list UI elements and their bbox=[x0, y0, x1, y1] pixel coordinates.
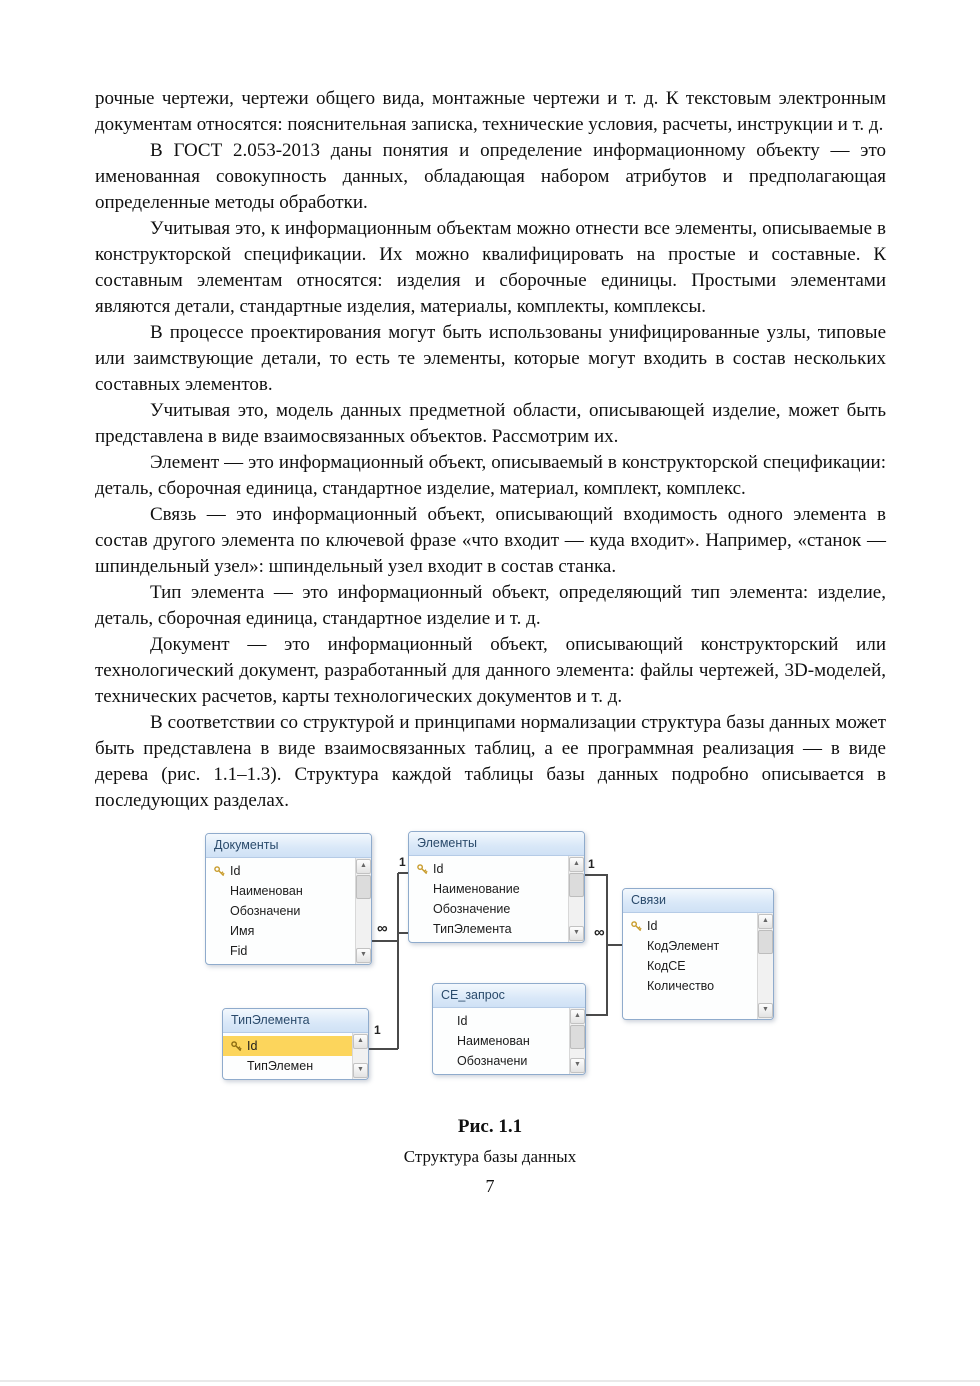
connector-line bbox=[370, 940, 398, 942]
figure-database-diagram bbox=[0, 828, 980, 1100]
cardinality-one-label: 1 bbox=[399, 855, 406, 869]
field-name: Обозначени bbox=[230, 904, 301, 918]
paragraph: рочные чертежи, чертежи общего вида, монтажные чертежи и т. д. К текстовым электронным документам относятся: пояснительная записка, технические условия, расчеты, инструкции и т. д. bbox=[95, 88, 886, 135]
connector-line bbox=[397, 873, 399, 1049]
field-name: Наименован bbox=[230, 884, 303, 898]
page-number: 7 bbox=[485, 1176, 495, 1196]
scrollbar[interactable] bbox=[568, 856, 584, 942]
scrollbar-thumb[interactable] bbox=[569, 873, 584, 897]
field-row bbox=[630, 936, 755, 956]
table-title: Элементы bbox=[409, 832, 584, 856]
field-row bbox=[416, 859, 566, 879]
cardinality-many-label: ∞ bbox=[594, 924, 605, 941]
paragraph: Учитывая это, модель данных предметной области, описывающей изделие, может быть представлена в виде взаимосвязанных объектов. Рассмотрим их. bbox=[95, 400, 886, 447]
scrollbar[interactable] bbox=[355, 858, 371, 964]
cardinality-one-label: 1 bbox=[374, 1023, 381, 1037]
field-name: Id bbox=[230, 864, 241, 878]
connector-line bbox=[607, 944, 622, 946]
connector-line bbox=[584, 1014, 607, 1016]
field-name: Id bbox=[433, 862, 444, 876]
db-table-dokumenty bbox=[205, 833, 372, 965]
field-row bbox=[630, 956, 755, 976]
scroll-down-icon[interactable]: ▼ bbox=[569, 926, 584, 941]
field-name: КодСЕ bbox=[647, 959, 686, 973]
field-name: Количество bbox=[647, 979, 715, 993]
db-table-elementy bbox=[408, 831, 585, 943]
scan-artifact-line bbox=[0, 1380, 980, 1382]
field-name: Имя bbox=[230, 924, 255, 938]
field-name: Наименование bbox=[433, 882, 520, 896]
scrollbar[interactable] bbox=[569, 1008, 585, 1074]
field-name: ТипЭлемен bbox=[247, 1059, 314, 1073]
primary-key-icon bbox=[230, 1041, 242, 1052]
scroll-up-icon[interactable]: ▲ bbox=[356, 859, 371, 874]
field-row bbox=[416, 919, 566, 939]
db-table-tipelementa bbox=[222, 1008, 369, 1080]
table-title: Документы bbox=[206, 834, 371, 858]
scroll-down-icon[interactable]: ▼ bbox=[758, 1003, 773, 1018]
field-name: Обозначение bbox=[433, 902, 511, 916]
scroll-up-icon[interactable]: ▲ bbox=[570, 1009, 585, 1024]
field-name: Id bbox=[247, 1039, 258, 1053]
primary-key-icon bbox=[630, 921, 642, 932]
db-table-svyazi bbox=[622, 888, 774, 1020]
paragraph: Элемент — это информационный объект, описываемый в конструкторской спецификации: деталь, сборочная единица, стандартное изделие, материал, комплект, комплекс. bbox=[95, 452, 886, 499]
scroll-down-icon[interactable]: ▼ bbox=[570, 1058, 585, 1073]
paragraph: Учитывая это, к информационным объектам можно отнести все элементы, описываемые в конструкторской спецификации. Их можно квалифицировать на простые и составные. К составным элементам относятся: изделия и сборочные единицы. Простыми элементами являются детали, стандартные изделия, материалы, комплекты, комплексы. bbox=[95, 218, 886, 317]
paragraph: Связь — это информационный объект, описывающий входимость одного элемента в состав другого элемента по ключевой фразе «что входит — куда входит». Например, «станок — шпиндельный узел»: шпиндельный узел входит в состав станка. bbox=[95, 504, 886, 577]
field-row bbox=[440, 1011, 567, 1031]
figure-caption: Рис. 1.1 bbox=[457, 1116, 523, 1137]
figure-subcaption: Структура базы данных bbox=[403, 1147, 577, 1166]
scroll-down-icon[interactable]: ▼ bbox=[353, 1063, 368, 1078]
field-name: Id bbox=[457, 1014, 468, 1028]
connector-line bbox=[367, 1048, 398, 1050]
db-table-ce-zapros bbox=[432, 983, 586, 1075]
field-row bbox=[416, 899, 566, 919]
paragraph: В ГОСТ 2.053-2013 даны понятия и определение информационному объекту — это именованная совокупность данных, обладающая набором атрибутов и предполагающая определенные методы обработки. bbox=[95, 140, 886, 213]
field-name: КодЭлемент bbox=[647, 939, 720, 953]
paragraph: В процессе проектирования могут быть использованы унифицированные узлы, типовые или заимствующие детали, то есть те элементы, которые могут входить в состав нескольких составных элементов. bbox=[95, 322, 886, 395]
scroll-up-icon[interactable]: ▲ bbox=[353, 1034, 368, 1049]
primary-key-icon bbox=[416, 864, 428, 875]
field-row bbox=[213, 861, 353, 881]
field-row bbox=[230, 1056, 350, 1076]
field-row bbox=[213, 901, 353, 921]
field-row bbox=[630, 996, 755, 1016]
scroll-down-icon[interactable]: ▼ bbox=[356, 948, 371, 963]
field-row-selected bbox=[223, 1036, 352, 1056]
field-row bbox=[213, 921, 353, 941]
field-row bbox=[416, 879, 566, 899]
scrollbar-thumb[interactable] bbox=[758, 930, 773, 954]
scroll-up-icon[interactable]: ▲ bbox=[569, 857, 584, 872]
field-row bbox=[213, 881, 353, 901]
connector-line bbox=[398, 872, 408, 874]
field-row bbox=[630, 976, 755, 996]
paragraph: Тип элемента — это информационный объект, определяющий тип элемента: изделие, деталь, сборочная единица, стандартное изделие и т. д. bbox=[95, 582, 886, 629]
table-title: Связи bbox=[623, 889, 773, 913]
field-row bbox=[440, 1031, 567, 1051]
scrollbar[interactable] bbox=[757, 913, 773, 1019]
cardinality-many-label: ∞ bbox=[377, 920, 388, 937]
table-title: СЕ_запрос bbox=[433, 984, 585, 1008]
scrollbar-thumb[interactable] bbox=[570, 1025, 585, 1049]
connector-line bbox=[583, 874, 607, 876]
table-title: ТипЭлемента bbox=[223, 1009, 368, 1033]
field-row bbox=[440, 1051, 567, 1071]
field-name: Наименован bbox=[457, 1034, 530, 1048]
field-row bbox=[630, 916, 755, 936]
field-name: Id bbox=[647, 919, 658, 933]
field-name: Fid bbox=[230, 944, 248, 958]
connector-line bbox=[398, 932, 408, 934]
scrollbar[interactable] bbox=[352, 1033, 368, 1079]
scrollbar-thumb[interactable] bbox=[356, 875, 371, 899]
scroll-up-icon[interactable]: ▲ bbox=[758, 914, 773, 929]
paragraph: Документ — это информационный объект, описывающий конструкторский или технологический документ, разработанный для данного элемента: файлы чертежей, 3D-моделей, технических расчетов, карты технологических документов и т. д. bbox=[95, 634, 886, 707]
primary-key-icon bbox=[213, 866, 225, 877]
field-name: ТипЭлемента bbox=[433, 922, 512, 936]
field-row bbox=[213, 941, 353, 961]
field-name: Обозначени bbox=[457, 1054, 528, 1068]
cardinality-one-label: 1 bbox=[588, 857, 595, 871]
paragraph: В соответствии со структурой и принципами нормализации структура базы данных может быть представлена в виде взаимосвязанных таблиц, а ее программная реализация — в виде дерева (рис. 1.1–1.3). Структура каждой таблицы базы данных подробно описывается в последующих разделах. bbox=[95, 712, 886, 811]
